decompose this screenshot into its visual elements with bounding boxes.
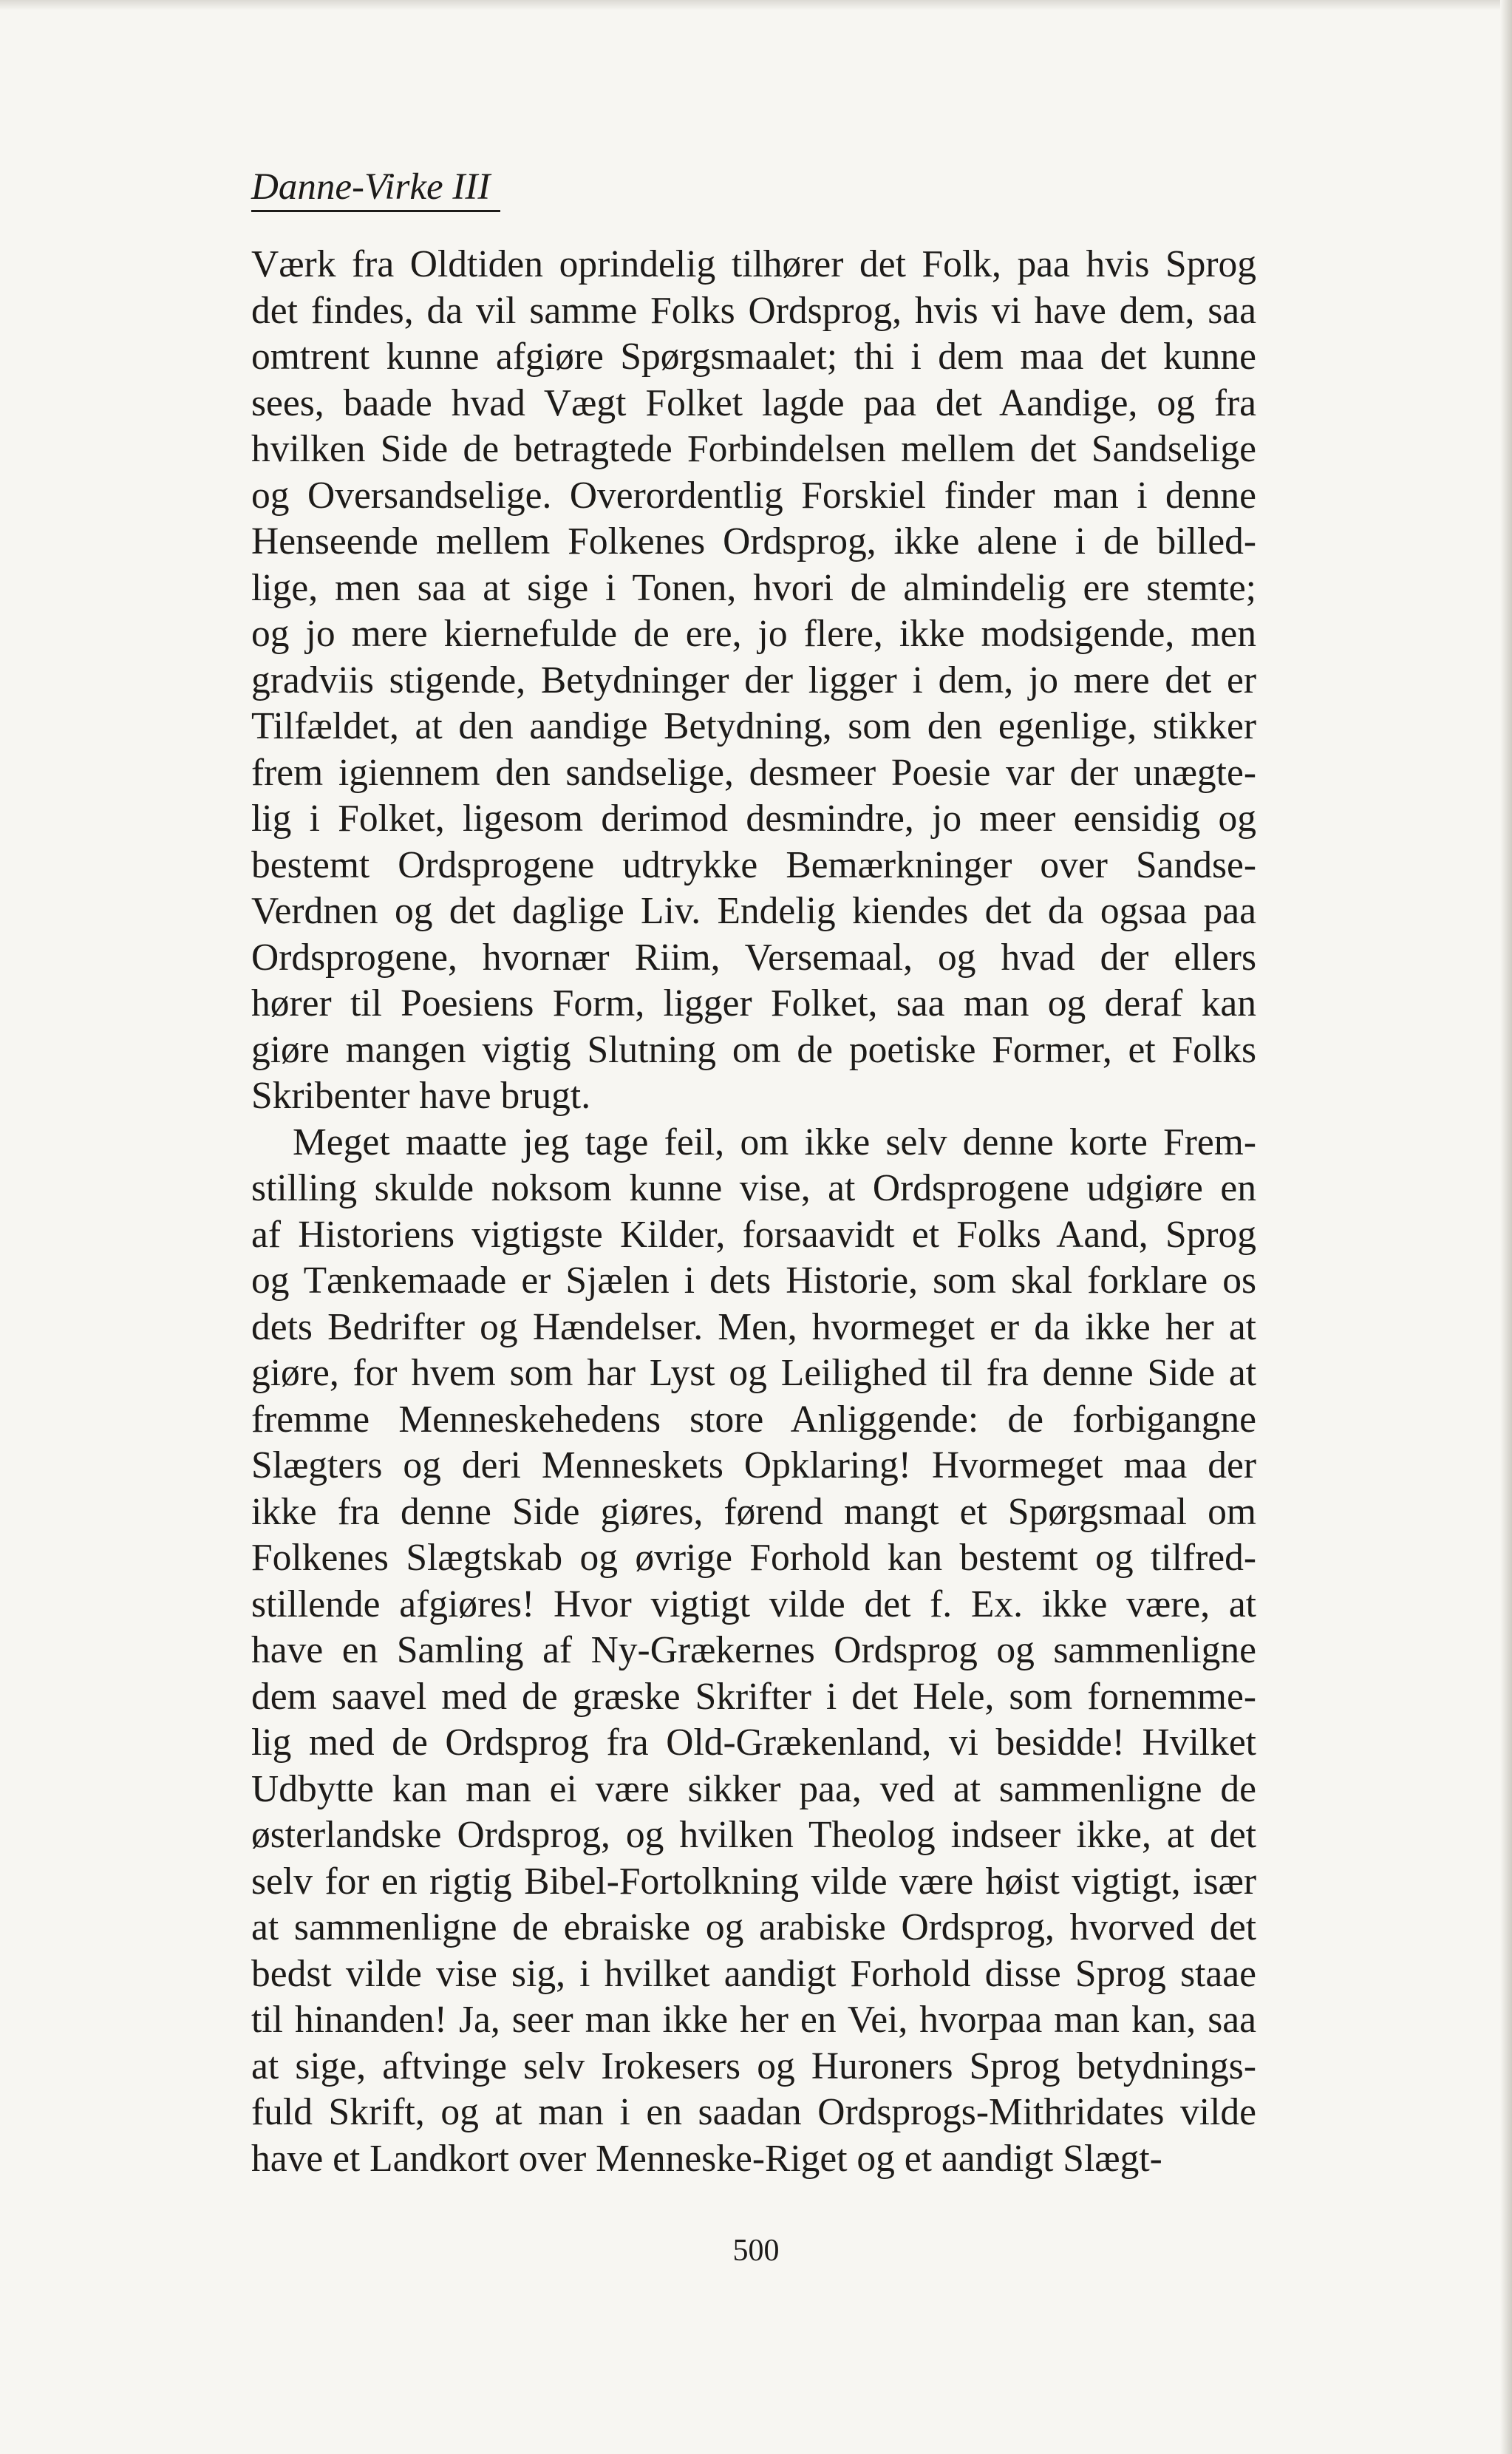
page-number: 500 bbox=[732, 2234, 780, 2268]
text-line: og Oversandselige. Overordentlig Forskiel finder man i denne bbox=[251, 474, 1256, 517]
text-line: selv for en rigtig Bibel-Fortolkning vilde være høist vigtigt, især bbox=[251, 1860, 1256, 1903]
text-line: Slægters og deri Menneskets Opklaring! Hvormeget maa der bbox=[251, 1444, 1256, 1486]
book-page bbox=[251, 164, 1256, 2182]
text-line: sees, baade hvad Vægt Folket lagde paa det Aandige, og fra bbox=[251, 381, 1256, 424]
text-line: at sige, aftvinge selv Irokesers og Huroners Sprog betydnings- bbox=[251, 2045, 1256, 2087]
text-line: stilling skulde noksom kunne vise, at Ordsprogene udgiøre en bbox=[251, 1167, 1256, 1209]
text-line: giøre, for hvem som har Lyst og Leilighed til fra denne Side at bbox=[251, 1352, 1256, 1394]
running-head: Danne-Virke III bbox=[251, 164, 500, 212]
text-line: det findes, da vil samme Folks Ordsprog, hvis vi have dem, saa bbox=[251, 289, 1256, 332]
text-line: Tilfældet, at den aandige Betydning, som den egenlige, stikker bbox=[251, 705, 1256, 747]
text-line: Værk fra Oldtiden oprindelig tilhører det Folk, paa hvis Sprog bbox=[251, 243, 1256, 285]
text-line: Udbytte kan man ei være sikker paa, ved at sammenligne de bbox=[251, 1767, 1256, 1810]
text-line: Skribenter have brugt. bbox=[251, 1075, 591, 1117]
text-line: giøre mangen vigtig Slutning om de poetiske Former, et Folks bbox=[251, 1028, 1256, 1071]
text-line: dem saavel med de græske Skrifter i det Hele, som fornemme- bbox=[251, 1675, 1256, 1718]
text-line: lig med de Ordsprog fra Old-Grækenland, vi besidde! Hvilket bbox=[251, 1721, 1256, 1764]
text-line: østerlandske Ordsprog, og hvilken Theolog indseer ikke, at det bbox=[251, 1814, 1256, 1856]
text-line: og jo mere kiernefulde de ere, jo flere, ikke modsigende, men bbox=[251, 613, 1256, 655]
text-line: have en Samling af Ny-Grækernes Ordsprog og sammenligne bbox=[251, 1629, 1256, 1671]
text-line: dets Bedrifter og Hændelser. Men, hvormeget er da ikke her at bbox=[251, 1305, 1256, 1348]
scan-edge-top bbox=[0, 0, 1512, 10]
text-line: fremme Menneskehedens store Anliggende: de forbigangne bbox=[251, 1398, 1256, 1441]
text-line: og Tænkemaade er Sjælen i dets Historie, som skal forklare os bbox=[251, 1260, 1256, 1302]
text-line: af Historiens vigtigste Kilder, forsaavidt et Folks Aand, Sprog bbox=[251, 1213, 1256, 1256]
text-line: Verdnen og det daglige Liv. Endelig kiendes det da ogsaa paa bbox=[251, 890, 1256, 932]
text-line: lige, men saa at sige i Tonen, hvori de almindelig ere stemte; bbox=[251, 566, 1256, 609]
text-line: Meget maatte jeg tage feil, om ikke selv denne korte Frem- bbox=[293, 1121, 1256, 1163]
text-line: til hinanden! Ja, seer man ikke her en Vei, hvorpaa man kan, saa bbox=[251, 1999, 1256, 2041]
text-line: ikke fra denne Side giøres, førend mangt et Spørgsmaal om bbox=[251, 1490, 1256, 1533]
text-line: stillende afgiøres! Hvor vigtigt vilde det f. Ex. ikke være, at bbox=[251, 1583, 1256, 1625]
text-line: Henseende mellem Folkenes Ordsprog, ikke alene i de billed- bbox=[251, 520, 1256, 562]
text-line: hører til Poesiens Form, ligger Folket, saa man og deraf kan bbox=[251, 982, 1256, 1024]
text-line: bedst vilde vise sig, i hvilket aandigt Forhold disse Sprog staae bbox=[251, 1952, 1256, 1995]
text-line: omtrent kunne afgiøre Spørgsmaalet; thi i dem maa det kunne bbox=[251, 336, 1256, 378]
text-line: frem igiennem den sandselige, desmeer Poesie var der unægte- bbox=[251, 751, 1256, 794]
text-line: gradviis stigende, Betydninger der ligger i dem, jo mere det er bbox=[251, 659, 1256, 701]
text-line: Ordsprogene, hvornær Riim, Versemaal, og hvad der ellers bbox=[251, 936, 1256, 979]
paragraph-2 bbox=[251, 1120, 1256, 2183]
text-line: lig i Folket, ligesom derimod desmindre, jo meer eensidig og bbox=[251, 798, 1256, 840]
text-line: fuld Skrift, og at man i en saadan Ordsprogs-Mithridates vilde bbox=[251, 2091, 1256, 2133]
text-line: hvilken Side de betragtede Forbindelsen mellem det Sandselige bbox=[251, 428, 1256, 470]
body-text bbox=[251, 242, 1256, 2182]
paragraph-1 bbox=[251, 242, 1256, 1120]
text-line: Folkenes Slægtskab og øvrige Forhold kan bestemt og tilfred- bbox=[251, 1537, 1256, 1579]
text-line: have et Landkort over Menneske-Riget og et aandigt Slægt- bbox=[251, 2137, 1162, 2180]
scan-edge-right bbox=[1500, 0, 1512, 2454]
text-line: bestemt Ordsprogene udtrykke Bemærkninger over Sandse- bbox=[251, 843, 1256, 886]
text-line: at sammenligne de ebraiske og arabiske Ordsprog, hvorved det bbox=[251, 1906, 1256, 1948]
